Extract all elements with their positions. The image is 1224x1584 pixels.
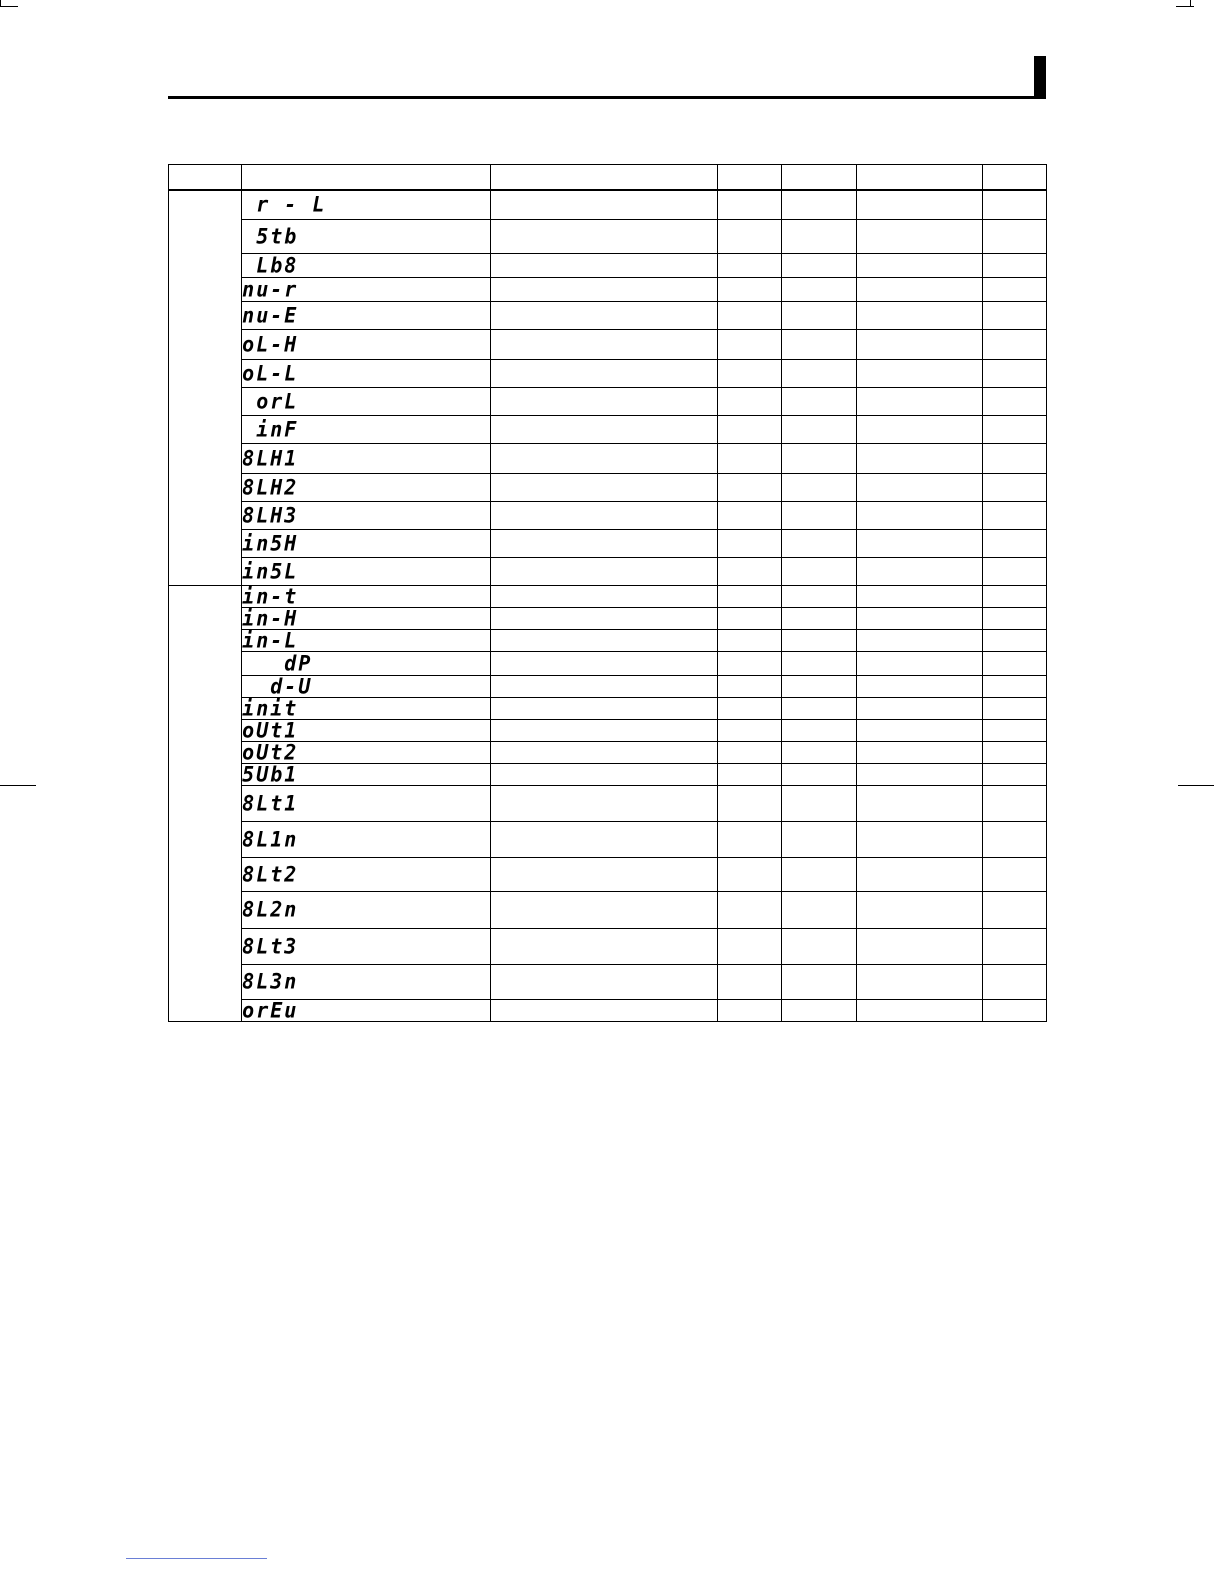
empty-cell <box>718 785 782 821</box>
empty-cell <box>718 629 782 651</box>
display-symbol: 8Lt2 <box>242 860 299 887</box>
empty-cell <box>982 443 1046 473</box>
empty-cell <box>856 387 982 415</box>
empty-cell <box>782 190 856 219</box>
empty-cell <box>856 964 982 999</box>
display-symbol: oL-H <box>242 330 299 357</box>
empty-cell <box>782 473 856 501</box>
empty-cell <box>982 763 1046 785</box>
display-symbol: r - L <box>242 191 327 217</box>
empty-cell <box>490 629 718 651</box>
symbol-cell <box>242 329 491 359</box>
symbol-cell <box>242 443 491 473</box>
empty-cell <box>718 190 782 219</box>
symbol-cell <box>242 891 491 928</box>
column-header-symbol <box>242 165 491 191</box>
empty-cell <box>718 529 782 557</box>
empty-cell <box>718 821 782 857</box>
empty-cell <box>982 891 1046 928</box>
display-symbol: inF <box>242 415 299 442</box>
empty-cell <box>718 607 782 629</box>
table-row <box>169 697 1047 719</box>
empty-cell <box>718 763 782 785</box>
empty-cell <box>982 501 1046 529</box>
empty-cell <box>782 999 856 1021</box>
empty-cell <box>718 928 782 964</box>
display-symbol: nu-E <box>242 301 299 328</box>
table-row <box>169 891 1047 928</box>
empty-cell <box>982 301 1046 329</box>
empty-cell <box>982 785 1046 821</box>
empty-cell <box>782 785 856 821</box>
empty-cell <box>490 359 718 387</box>
empty-cell <box>856 277 982 301</box>
parameter-table <box>168 164 1047 1022</box>
table-row <box>169 529 1047 557</box>
display-symbol: in5H <box>242 529 299 556</box>
crop-mark <box>1176 6 1194 7</box>
empty-cell <box>718 501 782 529</box>
empty-cell <box>856 359 982 387</box>
empty-cell <box>718 301 782 329</box>
empty-cell <box>782 529 856 557</box>
empty-cell <box>718 359 782 387</box>
table-row <box>169 359 1047 387</box>
empty-cell <box>782 415 856 443</box>
empty-cell <box>856 821 982 857</box>
empty-cell <box>490 415 718 443</box>
empty-cell <box>490 443 718 473</box>
empty-cell <box>490 253 718 277</box>
table-row <box>169 219 1047 253</box>
display-symbol: dP <box>242 649 313 676</box>
empty-cell <box>718 964 782 999</box>
empty-cell <box>982 219 1046 253</box>
empty-cell <box>856 219 982 253</box>
column-header-col7 <box>982 165 1046 191</box>
empty-cell <box>782 301 856 329</box>
display-symbol: 8LH2 <box>242 473 299 500</box>
table-row <box>169 473 1047 501</box>
symbol-cell <box>242 387 491 415</box>
empty-cell <box>490 651 718 675</box>
empty-cell <box>490 719 718 741</box>
empty-cell <box>982 387 1046 415</box>
empty-cell <box>856 697 982 719</box>
empty-cell <box>782 629 856 651</box>
table-row <box>169 629 1047 651</box>
crop-mark <box>1178 785 1214 786</box>
header-rule <box>168 96 1036 99</box>
symbol-cell <box>242 415 491 443</box>
empty-cell <box>856 741 982 763</box>
empty-cell <box>856 253 982 277</box>
table-row <box>169 443 1047 473</box>
empty-cell <box>782 387 856 415</box>
display-symbol: in-t <box>242 582 299 609</box>
empty-cell <box>490 741 718 763</box>
column-header-col6 <box>856 165 982 191</box>
empty-cell <box>718 387 782 415</box>
table-row <box>169 415 1047 443</box>
empty-cell <box>856 928 982 964</box>
empty-cell <box>856 415 982 443</box>
symbol-cell <box>242 857 491 891</box>
symbol-cell <box>242 626 491 653</box>
empty-cell <box>782 741 856 763</box>
empty-cell <box>718 719 782 741</box>
display-symbol: 8Lt1 <box>242 789 299 816</box>
empty-cell <box>982 741 1046 763</box>
empty-cell <box>782 763 856 785</box>
empty-cell <box>718 277 782 301</box>
empty-cell <box>782 675 856 697</box>
empty-cell <box>490 557 718 585</box>
empty-cell <box>856 585 982 607</box>
empty-cell <box>490 473 718 501</box>
column-header-level <box>169 165 242 191</box>
empty-cell <box>856 190 982 219</box>
table-row <box>169 821 1047 857</box>
empty-cell <box>982 697 1046 719</box>
empty-cell <box>782 585 856 607</box>
column-header-col5 <box>782 165 856 191</box>
empty-cell <box>490 190 718 219</box>
display-symbol: 8LH1 <box>242 444 299 471</box>
empty-cell <box>490 675 718 697</box>
empty-cell <box>490 697 718 719</box>
table-row <box>169 928 1047 964</box>
symbol-cell <box>242 928 491 964</box>
display-symbol: oUt1 <box>242 716 299 743</box>
empty-cell <box>782 857 856 891</box>
empty-cell <box>718 329 782 359</box>
empty-cell <box>782 719 856 741</box>
symbol-cell <box>242 964 491 999</box>
display-symbol: orEu <box>242 996 299 1023</box>
table-row <box>169 675 1047 697</box>
column-header-parameter <box>490 165 718 191</box>
empty-cell <box>490 857 718 891</box>
empty-cell <box>982 415 1046 443</box>
empty-cell <box>856 443 982 473</box>
crop-mark <box>0 785 36 786</box>
empty-cell <box>982 719 1046 741</box>
empty-cell <box>718 219 782 253</box>
column-header-col4 <box>718 165 782 191</box>
symbol-cell <box>242 996 491 1023</box>
empty-cell <box>982 857 1046 891</box>
empty-cell <box>718 999 782 1021</box>
symbol-cell <box>242 277 491 301</box>
symbol-cell <box>242 738 491 765</box>
empty-cell <box>982 585 1046 607</box>
symbol-cell <box>242 694 491 721</box>
display-symbol: orL <box>242 387 299 414</box>
symbol-cell <box>242 582 491 609</box>
table-row <box>169 501 1047 529</box>
display-symbol: in5L <box>242 557 299 584</box>
empty-cell <box>782 253 856 277</box>
empty-cell <box>718 697 782 719</box>
empty-cell <box>718 585 782 607</box>
empty-cell <box>982 557 1046 585</box>
display-symbol: 8L3n <box>242 968 299 994</box>
empty-cell <box>782 329 856 359</box>
display-symbol: in-L <box>242 626 299 653</box>
level-cell <box>169 190 242 585</box>
empty-cell <box>856 999 982 1021</box>
empty-cell <box>718 557 782 585</box>
empty-cell <box>982 359 1046 387</box>
table-row <box>169 329 1047 359</box>
empty-cell <box>982 651 1046 675</box>
empty-cell <box>490 301 718 329</box>
table-row <box>169 253 1047 277</box>
empty-cell <box>490 607 718 629</box>
empty-cell <box>718 473 782 501</box>
table-row <box>169 651 1047 675</box>
crop-mark <box>0 6 18 7</box>
empty-cell <box>490 964 718 999</box>
empty-cell <box>856 473 982 501</box>
empty-cell <box>982 999 1046 1021</box>
empty-cell <box>782 607 856 629</box>
table-row <box>169 964 1047 999</box>
thumb-tab-marker <box>1034 56 1046 99</box>
display-symbol: 8LH3 <box>242 501 299 528</box>
empty-cell <box>782 651 856 675</box>
table-row <box>169 785 1047 821</box>
empty-cell <box>982 821 1046 857</box>
empty-cell <box>490 277 718 301</box>
empty-cell <box>490 585 718 607</box>
table-row <box>169 557 1047 585</box>
empty-cell <box>856 891 982 928</box>
empty-cell <box>782 964 856 999</box>
table-row <box>169 277 1047 301</box>
empty-cell <box>856 607 982 629</box>
display-symbol: oL-L <box>242 359 299 386</box>
level-cell <box>169 585 242 1021</box>
empty-cell <box>490 763 718 785</box>
empty-cell <box>490 891 718 928</box>
display-symbol: 5Ub1 <box>242 760 299 787</box>
empty-cell <box>718 675 782 697</box>
empty-cell <box>782 557 856 585</box>
empty-cell <box>718 651 782 675</box>
table-row <box>169 741 1047 763</box>
empty-cell <box>782 891 856 928</box>
display-symbol: in-H <box>242 604 299 631</box>
empty-cell <box>490 219 718 253</box>
table-row <box>169 763 1047 785</box>
empty-cell <box>982 964 1046 999</box>
empty-cell <box>982 629 1046 651</box>
table-row <box>169 301 1047 329</box>
table-row <box>169 387 1047 415</box>
empty-cell <box>490 785 718 821</box>
display-symbol: nu-r <box>242 275 299 302</box>
symbol-cell <box>242 760 491 787</box>
empty-cell <box>856 501 982 529</box>
empty-cell <box>718 253 782 277</box>
empty-cell <box>982 473 1046 501</box>
display-symbol: init <box>242 694 299 721</box>
empty-cell <box>718 741 782 763</box>
empty-cell <box>490 999 718 1021</box>
empty-cell <box>782 359 856 387</box>
empty-cell <box>490 329 718 359</box>
display-symbol: d-U <box>242 672 313 699</box>
empty-cell <box>856 857 982 891</box>
symbol-cell <box>242 529 491 557</box>
empty-cell <box>490 387 718 415</box>
display-symbol: 8Lt3 <box>242 932 299 959</box>
empty-cell <box>856 301 982 329</box>
empty-cell <box>982 253 1046 277</box>
empty-cell <box>718 891 782 928</box>
table-row <box>169 190 1047 219</box>
footer-link-underline <box>126 1558 267 1559</box>
display-symbol: oUt2 <box>242 738 299 765</box>
empty-cell <box>782 219 856 253</box>
empty-cell <box>856 785 982 821</box>
symbol-cell <box>242 821 491 857</box>
empty-cell <box>856 651 982 675</box>
table-row <box>169 999 1047 1021</box>
empty-cell <box>856 763 982 785</box>
symbol-cell <box>242 301 491 329</box>
symbol-cell <box>242 359 491 387</box>
symbol-cell <box>242 716 491 743</box>
empty-cell <box>856 557 982 585</box>
empty-cell <box>718 443 782 473</box>
symbol-cell <box>242 604 491 631</box>
display-symbol: 5tb <box>242 222 299 249</box>
empty-cell <box>982 329 1046 359</box>
empty-cell <box>490 501 718 529</box>
table-header-row <box>169 165 1047 191</box>
empty-cell <box>982 607 1046 629</box>
symbol-cell <box>242 557 491 585</box>
display-symbol: 8L2n <box>242 896 299 922</box>
empty-cell <box>982 928 1046 964</box>
empty-cell <box>490 821 718 857</box>
empty-cell <box>856 629 982 651</box>
empty-cell <box>982 529 1046 557</box>
empty-cell <box>856 719 982 741</box>
empty-cell <box>982 675 1046 697</box>
empty-cell <box>982 277 1046 301</box>
symbol-cell <box>242 501 491 529</box>
empty-cell <box>982 190 1046 219</box>
empty-cell <box>782 501 856 529</box>
empty-cell <box>718 857 782 891</box>
empty-cell <box>718 415 782 443</box>
table-row <box>169 607 1047 629</box>
empty-cell <box>782 443 856 473</box>
empty-cell <box>782 277 856 301</box>
empty-cell <box>856 329 982 359</box>
display-symbol: 8L1n <box>242 825 299 852</box>
symbol-cell <box>242 190 491 219</box>
display-symbol: Lb8 <box>242 251 299 278</box>
empty-cell <box>782 697 856 719</box>
empty-cell <box>782 928 856 964</box>
symbol-cell <box>242 253 491 277</box>
symbol-cell <box>242 473 491 501</box>
table-row <box>169 857 1047 891</box>
table-row <box>169 585 1047 607</box>
symbol-cell <box>242 651 491 675</box>
empty-cell <box>856 529 982 557</box>
table-row <box>169 719 1047 741</box>
empty-cell <box>490 529 718 557</box>
symbol-cell <box>242 785 491 821</box>
empty-cell <box>490 928 718 964</box>
symbol-cell <box>242 219 491 253</box>
empty-cell <box>782 821 856 857</box>
symbol-cell <box>242 672 491 699</box>
empty-cell <box>856 675 982 697</box>
